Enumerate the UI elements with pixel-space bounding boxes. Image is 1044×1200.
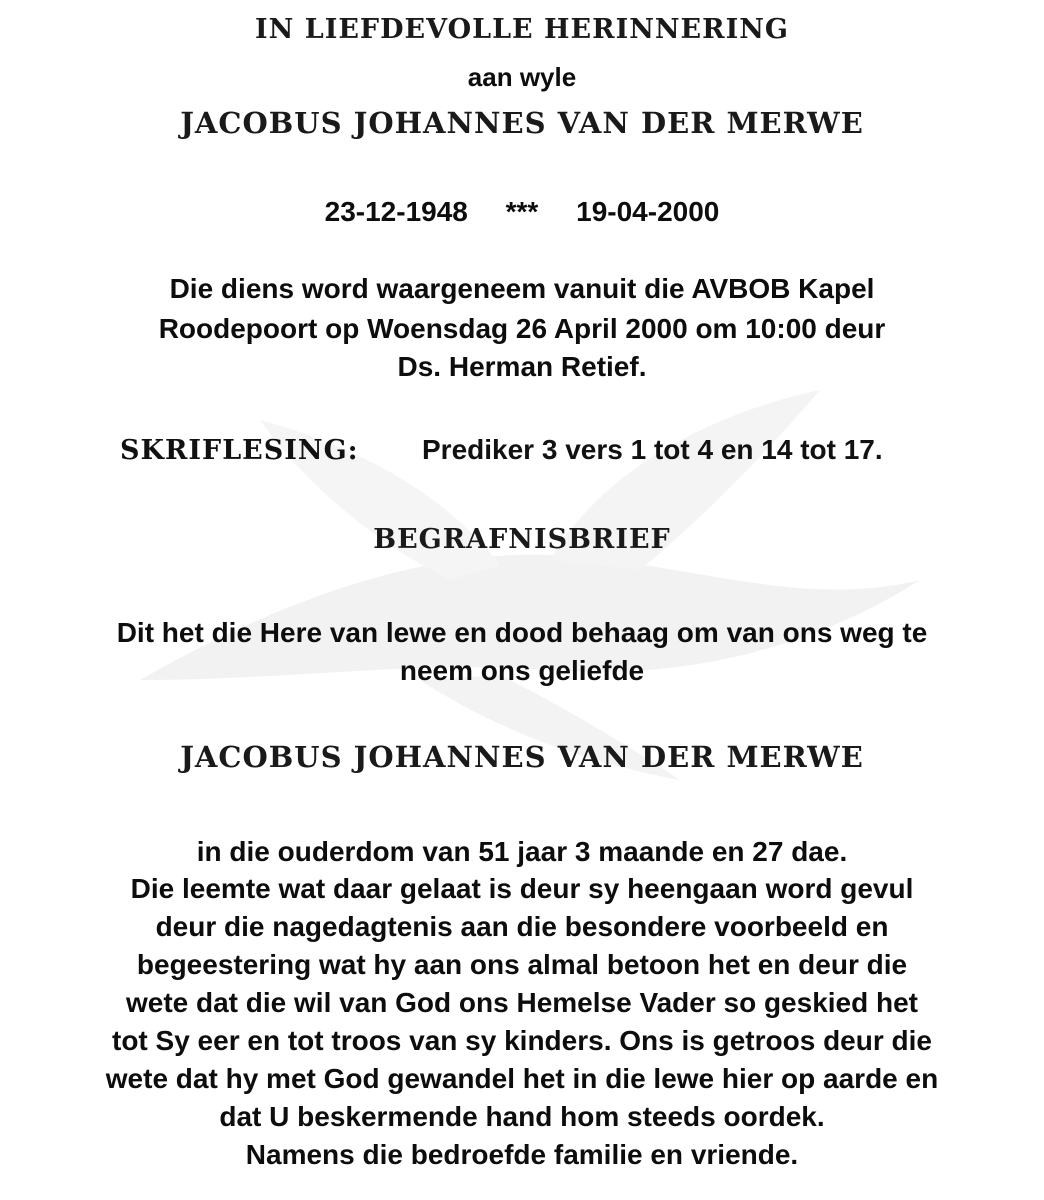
deceased-name: JACOBUS JOHANNES VAN DER MERWE [180,106,864,140]
body-line-7: wete dat hy met God gewandel het in die lewe hier op aarde en [105,1063,939,1094]
letter-heading: BEGRAFNISBRIEF [373,524,671,555]
date-separator: *** [505,196,539,227]
intro-line-2: neem ons geliefde [399,655,645,686]
service-line-2: Roodepoort op Woensdag 26 April 2000 om 10:00 deur [158,313,886,344]
body-line-5: wete dat die wil van God ons Hemelse Vader so geskied het [125,987,919,1018]
memorial-heading: IN LIEFDEVOLLE HERINNERING [255,14,789,45]
intro-line-1: Dit het die Here van lewe en dood behaag om van ons weg te [116,617,928,648]
body-line-6: tot Sy eer en tot troos van sy kinders. Ons is getroos deur die [112,1025,932,1056]
scripture-text: Prediker 3 vers 1 tot 4 en 14 tot 17. [422,434,883,465]
body-line-4: begeestering wat hy aan ons almal betoon het en deur die [136,949,908,980]
body-line-3: deur die nagedagtenis aan die besondere voorbeeld en [155,911,889,942]
life-dates [0,196,1044,228]
body-line-1: in die ouderdom van 51 jaar 3 maande en 27 dae. [196,836,848,867]
deceased-name-repeat: JACOBUS JOHANNES VAN DER MERWE [180,740,864,774]
death-date: 19-04-2000 [576,196,720,227]
scripture-reading [120,434,1020,467]
body-line-2: Die leemte wat daar gelaat is deur sy heengaan word gevul [130,873,914,904]
aan-wyle-text: aan wyle [467,62,577,92]
service-line-1: Die diens word waargeneem vanuit die AVBOB Kapel [169,273,875,304]
body-line-8: dat U beskermende hand hom steeds oordek. [219,1101,825,1132]
body-line-9: Namens die bedroefde familie en vriende. [245,1139,799,1170]
scripture-label: SKRIFLESING: [120,435,359,466]
service-line-3: Ds. Herman Retief. [397,351,647,382]
birth-date: 23-12-1948 [324,196,468,227]
